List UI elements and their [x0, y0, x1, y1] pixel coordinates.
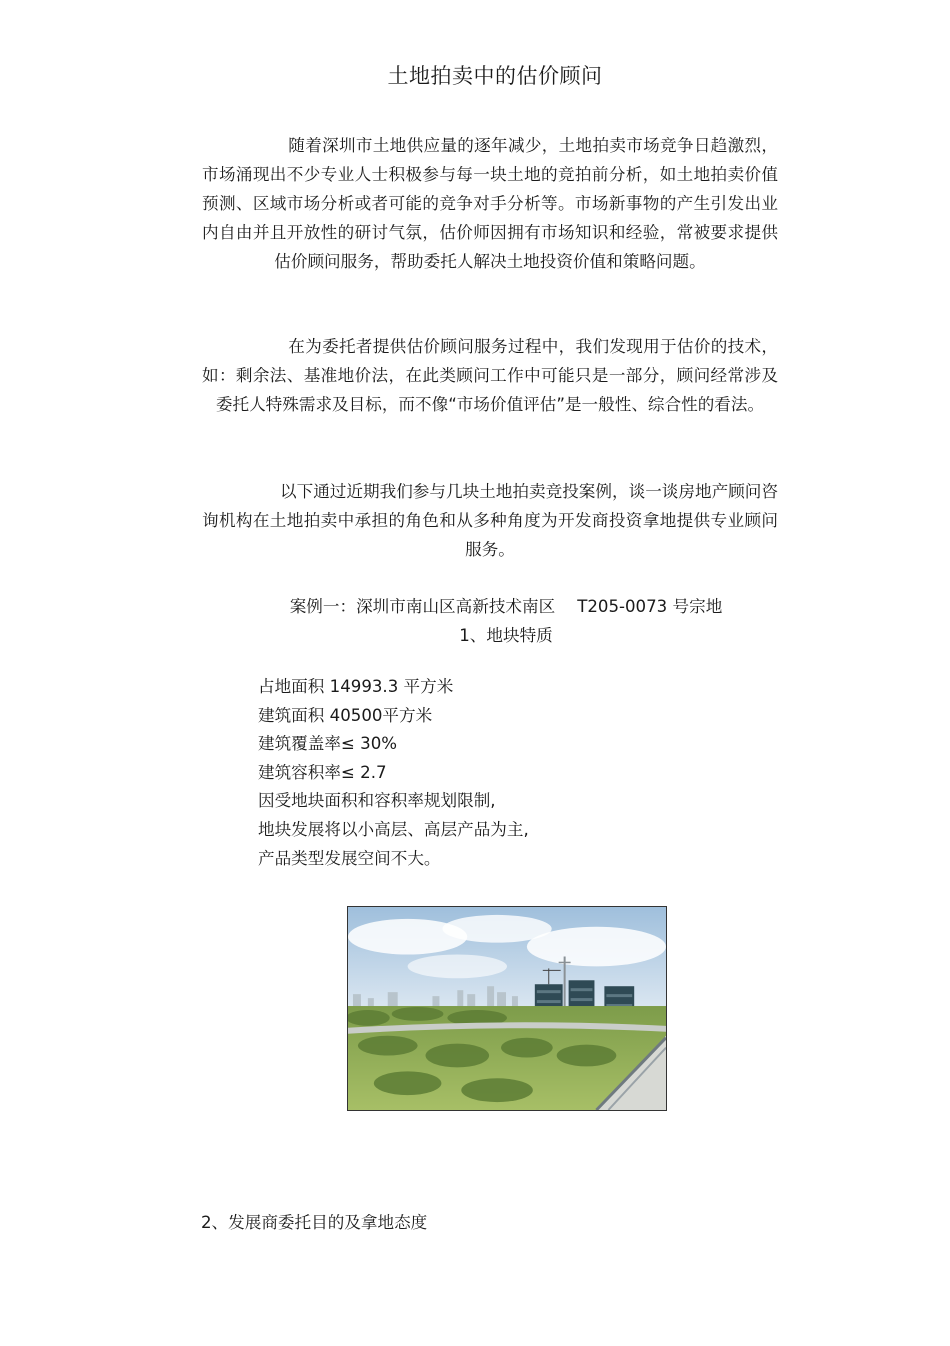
site-photo-illustration — [348, 907, 666, 1110]
case-label: 案例一：深圳市南山区高新技术南区 — [289, 597, 556, 616]
document-title: 土地拍卖中的估价顾问 — [387, 64, 603, 88]
fact-line: 建筑面积 40500平方米 — [258, 705, 433, 725]
fact-line: 占地面积 14993.3 平方米 — [258, 677, 454, 696]
case-heading — [0, 592, 950, 621]
section-2-heading: 2、发展商委托目的及拿地态度 — [201, 1213, 428, 1232]
fact-line: 建筑覆盖率≤ 30% — [258, 734, 398, 754]
fact-line: 因受地块面积和容积率规划限制, — [258, 791, 496, 811]
fact-line: 产品类型发展空间不大。 — [258, 848, 441, 868]
fact-line: 地块发展将以小高层、高层产品为主, — [258, 819, 529, 839]
cases-paragraph-text: 以下通过近期我们参与几块土地拍卖竞投案例，谈一谈房地产顾问咨询机构在土地拍卖中承担的角色和从多种角度为开发商投资拿地提供专业顾问服务。 — [202, 482, 778, 559]
lot-facts-list — [258, 673, 529, 873]
case-lot-number: T205-0073 号宗地 — [577, 597, 723, 616]
intro-paragraph-text: 随着深圳市土地供应量的逐年减少，土地拍卖市场竞争日趋激烈，市场涌现出不少专业人士积极参与每一块土地的竞拍前分析，如土地拍卖价值预测、区域市场分析或者可能的竞争对手分析等。市场新事物的产生引发出业内自由并且开放性的研讨气氛，估价师因拥有市场知识和经验，常被要求提供估价顾问服务，帮助委托人解决土地投资价值和策略问题。 — [202, 136, 778, 271]
method-paragraph — [202, 332, 778, 419]
method-paragraph-text: 在为委托者提供估价顾问服务过程中，我们发现用于估价的技术，如：剩余法、基准地价法，在此类顾问工作中可能只是一部分，顾问经常涉及委托人特殊需求及目标，而不像“市场价值评估”是一般性、综合性的看法。 — [202, 337, 778, 414]
fact-line: 建筑容积率≤ 2.7 — [258, 762, 387, 782]
cases-paragraph — [202, 477, 778, 564]
section-1-heading: 1、地块特质 — [459, 626, 553, 645]
site-photo — [347, 906, 667, 1111]
intro-paragraph — [202, 131, 778, 276]
